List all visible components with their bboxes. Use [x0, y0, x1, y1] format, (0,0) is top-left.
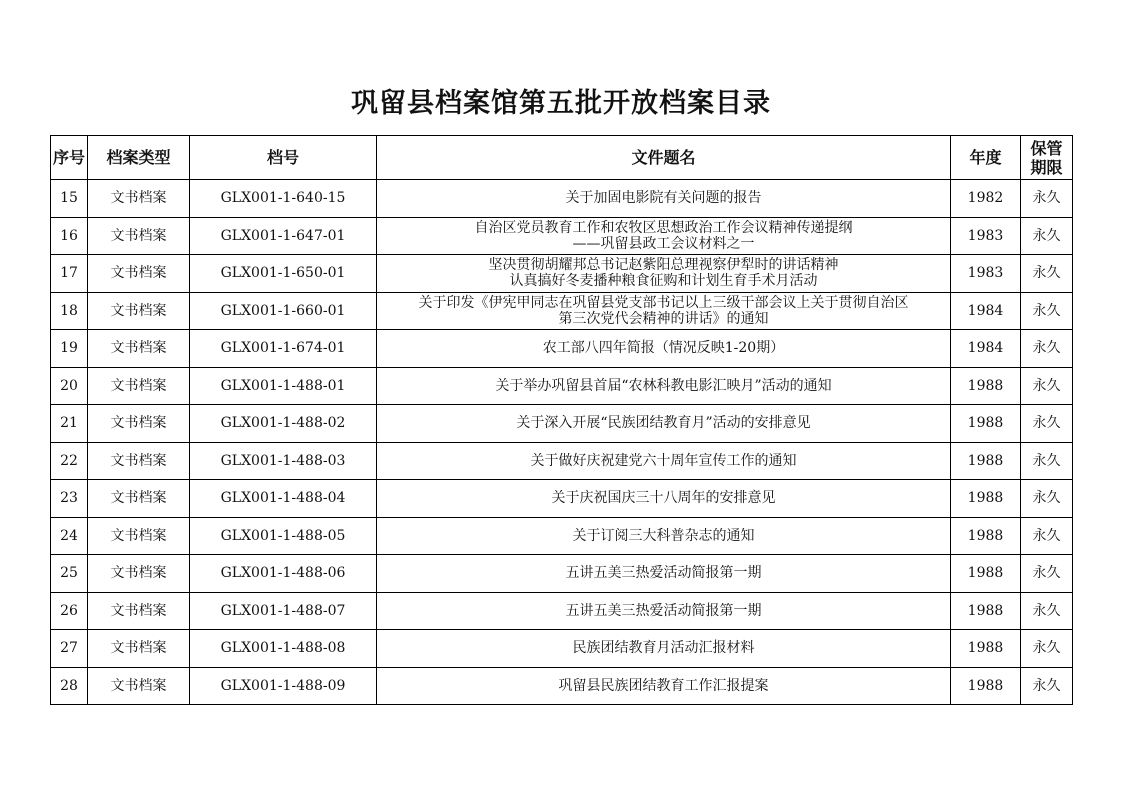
cell-file-title: [377, 555, 951, 593]
cell-type: 文书档案: [88, 217, 190, 255]
cell-year: 1988: [951, 480, 1021, 518]
cell-file-title: [377, 330, 951, 368]
cell-year: 1982: [951, 180, 1021, 218]
cell-file-title: [377, 592, 951, 630]
cell-ref: GLX001-1-488-06: [190, 555, 377, 593]
cell-retention: 永久: [1021, 480, 1073, 518]
cell-type: 文书档案: [88, 517, 190, 555]
cell-type: 文书档案: [88, 405, 190, 443]
cell-file-title: [377, 255, 951, 293]
cell-retention: 永久: [1021, 667, 1073, 705]
cell-ref: GLX001-1-488-09: [190, 667, 377, 705]
cell-type: 文书档案: [88, 180, 190, 218]
cell-type: 文书档案: [88, 292, 190, 330]
file-title-line: 巩留县民族团结教育工作汇报提案: [558, 677, 769, 694]
cell-seq: 19: [51, 330, 88, 368]
cell-ref: GLX001-1-488-01: [190, 367, 377, 405]
header-row: [51, 136, 1073, 180]
cell-ref: GLX001-1-650-01: [190, 255, 377, 293]
cell-ref: GLX001-1-488-02: [190, 405, 377, 443]
cell-seq: 20: [51, 367, 88, 405]
cell-seq: 28: [51, 667, 88, 705]
file-title-line: 第三次党代会精神的讲话》的通知: [558, 310, 769, 327]
cell-retention: 永久: [1021, 517, 1073, 555]
table-row: [51, 292, 1073, 330]
cell-seq: 15: [51, 180, 88, 218]
file-title-line: 关于庆祝国庆三十八周年的安排意见: [551, 490, 776, 507]
cell-type: 文书档案: [88, 367, 190, 405]
cell-type: 文书档案: [88, 555, 190, 593]
file-title-line: 民族团结教育月活动汇报材料: [572, 640, 755, 657]
file-title-line: 农工部八四年简报（情况反映1-20期）: [542, 340, 785, 357]
cell-ref: GLX001-1-647-01: [190, 217, 377, 255]
cell-file-title: [377, 405, 951, 443]
header-year: 年度: [951, 136, 1021, 180]
cell-file-title: [377, 367, 951, 405]
cell-seq: 22: [51, 442, 88, 480]
cell-year: 1988: [951, 367, 1021, 405]
cell-seq: 17: [51, 255, 88, 293]
file-title-line: 坚决贯彻胡耀邦总书记赵紫阳总理视察伊犁时的讲话精神: [488, 257, 839, 274]
file-title-line: ——巩留县政工会议材料之一: [572, 235, 755, 252]
file-title-line: 关于深入开展“民族团结教育月”活动的安排意见: [516, 415, 811, 432]
header-type: 档案类型: [88, 136, 190, 180]
cell-type: 文书档案: [88, 667, 190, 705]
file-title-line: 关于印发《伊宪甲同志在巩留县党支部书记以上三级干部会议上关于贯彻自治区: [418, 294, 909, 311]
cell-year: 1988: [951, 442, 1021, 480]
cell-year: 1983: [951, 255, 1021, 293]
cell-type: 文书档案: [88, 442, 190, 480]
file-title-line: 关于加固电影院有关问题的报告: [565, 190, 762, 207]
cell-retention: 永久: [1021, 405, 1073, 443]
cell-year: 1988: [951, 667, 1021, 705]
cell-retention: 永久: [1021, 592, 1073, 630]
cell-year: 1984: [951, 330, 1021, 368]
cell-year: 1988: [951, 405, 1021, 443]
table-row: [51, 367, 1073, 405]
table-row: [51, 442, 1073, 480]
table-row: [51, 667, 1073, 705]
file-title-line: 关于举办巩留县首届“农林科教电影汇映月”活动的通知: [495, 377, 832, 394]
cell-retention: 永久: [1021, 555, 1073, 593]
file-title-line: 自治区党员教育工作和农牧区思想政治工作会议精神传递提纲: [474, 219, 853, 236]
cell-type: 文书档案: [88, 330, 190, 368]
cell-retention: 永久: [1021, 292, 1073, 330]
table-row: [51, 630, 1073, 668]
cell-retention: 永久: [1021, 217, 1073, 255]
cell-type: 文书档案: [88, 255, 190, 293]
header-retention-line: 保管: [1030, 138, 1063, 158]
table-row: [51, 480, 1073, 518]
cell-year: 1988: [951, 630, 1021, 668]
cell-ref: GLX001-1-488-08: [190, 630, 377, 668]
cell-type: 文书档案: [88, 480, 190, 518]
cell-retention: 永久: [1021, 442, 1073, 480]
cell-file-title: [377, 667, 951, 705]
cell-retention: 永久: [1021, 180, 1073, 218]
cell-seq: 24: [51, 517, 88, 555]
cell-ref: GLX001-1-488-05: [190, 517, 377, 555]
header-file-title: 文件题名: [377, 136, 951, 180]
cell-file-title: [377, 217, 951, 255]
cell-file-title: [377, 480, 951, 518]
header-retention: [1021, 136, 1073, 180]
cell-file-title: [377, 517, 951, 555]
table-row: [51, 217, 1073, 255]
table-row: [51, 517, 1073, 555]
cell-file-title: [377, 442, 951, 480]
header-ref: 档号: [190, 136, 377, 180]
cell-retention: 永久: [1021, 630, 1073, 668]
cell-retention: 永久: [1021, 367, 1073, 405]
cell-file-title: [377, 180, 951, 218]
table-row: [51, 330, 1073, 368]
cell-seq: 27: [51, 630, 88, 668]
header-retention-line: 期限: [1030, 157, 1063, 177]
cell-retention: 永久: [1021, 255, 1073, 293]
table-row: [51, 555, 1073, 593]
table-row: [51, 180, 1073, 218]
cell-retention: 永久: [1021, 330, 1073, 368]
cell-year: 1984: [951, 292, 1021, 330]
cell-file-title: [377, 292, 951, 330]
cell-ref: GLX001-1-488-03: [190, 442, 377, 480]
cell-seq: 25: [51, 555, 88, 593]
file-title-line: 五讲五美三热爱活动简报第一期: [565, 565, 762, 582]
cell-seq: 18: [51, 292, 88, 330]
table-row: [51, 592, 1073, 630]
cell-ref: GLX001-1-488-04: [190, 480, 377, 518]
file-title-line: 关于订阅三大科普杂志的通知: [572, 527, 755, 544]
cell-ref: GLX001-1-640-15: [190, 180, 377, 218]
cell-year: 1988: [951, 517, 1021, 555]
file-title-line: 认真搞好冬麦播种粮食征购和计划生育手术月活动: [509, 273, 818, 290]
table-row: [51, 405, 1073, 443]
cell-file-title: [377, 630, 951, 668]
cell-type: 文书档案: [88, 592, 190, 630]
cell-ref: GLX001-1-660-01: [190, 292, 377, 330]
file-title-line: 五讲五美三热爱活动简报第一期: [565, 602, 762, 619]
cell-year: 1988: [951, 555, 1021, 593]
cell-year: 1983: [951, 217, 1021, 255]
table-body: [51, 180, 1073, 705]
cell-seq: 23: [51, 480, 88, 518]
cell-type: 文书档案: [88, 630, 190, 668]
catalog-table: [50, 135, 1073, 705]
cell-ref: GLX001-1-674-01: [190, 330, 377, 368]
page-title: 巩留县档案馆第五批开放档案目录: [351, 88, 771, 119]
cell-year: 1988: [951, 592, 1021, 630]
cell-seq: 21: [51, 405, 88, 443]
cell-seq: 26: [51, 592, 88, 630]
header-seq: 序号: [51, 136, 88, 180]
cell-ref: GLX001-1-488-07: [190, 592, 377, 630]
file-title-line: 关于做好庆祝建党六十周年宣传工作的通知: [530, 452, 797, 469]
table-row: [51, 255, 1073, 293]
cell-seq: 16: [51, 217, 88, 255]
